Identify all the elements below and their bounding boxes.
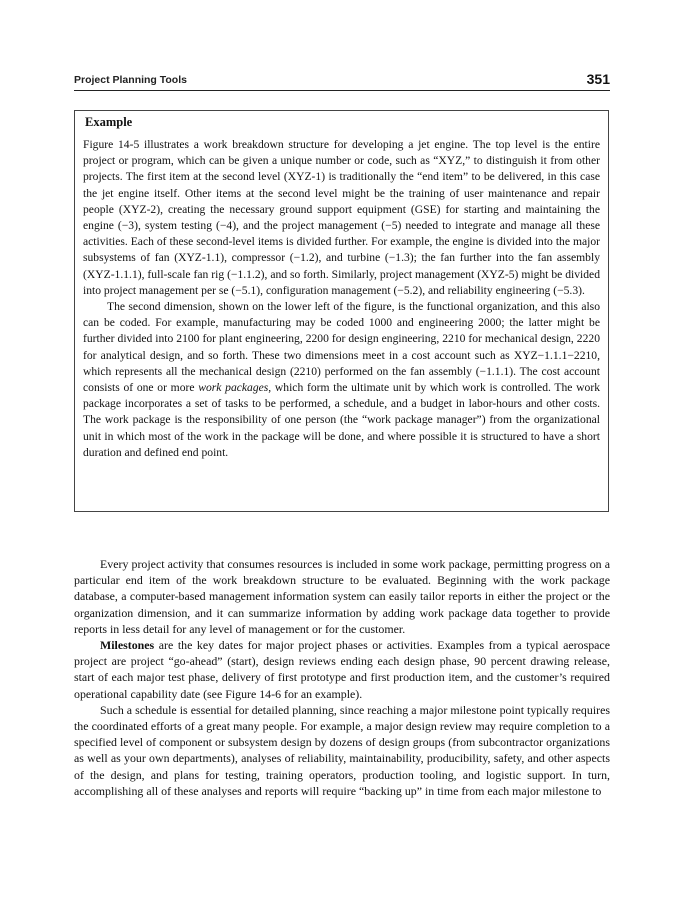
example-title: Example [85,115,133,129]
body-paragraph: Such a schedule is essential for detailed planning, since reaching a major milestone point typically requires the coordinated efforts of a great many people. For example, a major design review may require completion to a specified level of component or subsystem design by dozens of design groups (from subcontractor organizations as well as your own departments), analyses of reliability, maintainability, producibility, safety, and other aspects of the design, and plans for testing, training operators, production tooling, and logistic support. In turn, accomplishing all of these analyses and reports will require “backing up” in time from each major milestone to [74,702,610,798]
term-milestones: Milestones [100,638,155,653]
body-text [74,556,610,799]
example-paragraph: Figure 14-5 illustrates a work breakdown structure for developing a jet engine. The top level is the entire project or program, which can be given a unique number or code, such as “XYZ,” to distinguish it from other projects. The first item at the second level (XYZ-1) is traditionally the “end item” to be delivered, in this case the jet engine itself. Other items at the second level might be the training of user maintenance and repair people (XYZ-2), creating the necessary ground support equipment (GSE) for starting and maintaining the engine (−3), system testing (−4), and the project management (−5) needed to integrate and manage all these activities. Each of these second-level items is divided further. For example, the engine is divided into the major subsystems of fan (XYZ-1.1), compressor (−1.2), and turbine (−1.3); the fan further into the fan assembly (XYZ-1.1.1), full-scale fan rig (−1.1.2), and so forth. Similarly, project management (XYZ-5) might be divided into project management per se (−5.1), configuration management (−5.2), and reliability engineering (−5.3). [83,138,600,297]
text-run: are the key dates for major project phases or activities. Examples from a typical aerospace project are project “go-ahead” (start), design reviews ending each design phase, 90 percent drawing release, start of each major test phase, delivery of first prototype and first production item, and the customer’s required operational capability date (see Figure 14-6 for an example). [74,638,610,701]
page-header [74,68,610,91]
example-paragraph [83,299,600,461]
page-number: 351 [586,71,610,87]
running-head: Project Planning Tools [74,74,187,86]
text-run: , which form the ultimate unit by which work is controlled. The work package incorporates a set of tasks to be performed, a schedule, and a budget in labor-hours and other costs. The work package is the responsibility of one person (the “work package manager”) from the organizational unit in which most of the work in the package will be done, and where possible it is structured to have a short duration and defined end point. [83,381,600,459]
body-paragraph [74,637,610,702]
example-text [83,137,600,461]
example-box [74,110,609,512]
text-run: The second dimension, shown on the lower left of the figure, is the functional organization, and this also can be coded. For example, manufacturing may be coded 1000 and engineering 2000; the latter might be further divided into 2100 for plant engineering, 2200 for design engineering, 2210 for mechanical design, 2220 for analytical design, and so forth. These two dimensions meet in a cost account such as XYZ−1.1.1−2210, which represents all the mechanical design (2210) performed on the fan assembly (−1.1.1). The cost account consists of one or more [83,300,600,395]
term-work-packages: work packages [198,381,269,395]
body-paragraph: Every project activity that consumes resources is included in some work package, permitting progress on a particular end item of the work breakdown structure to be evaluated. Beginning with the work package database, a computer-based management information system can easily tailor reports in either the project or the organization dimension, and it can summarize information by adding work package data together to provide reports in less detail for any level of management or for the customer. [74,557,610,636]
